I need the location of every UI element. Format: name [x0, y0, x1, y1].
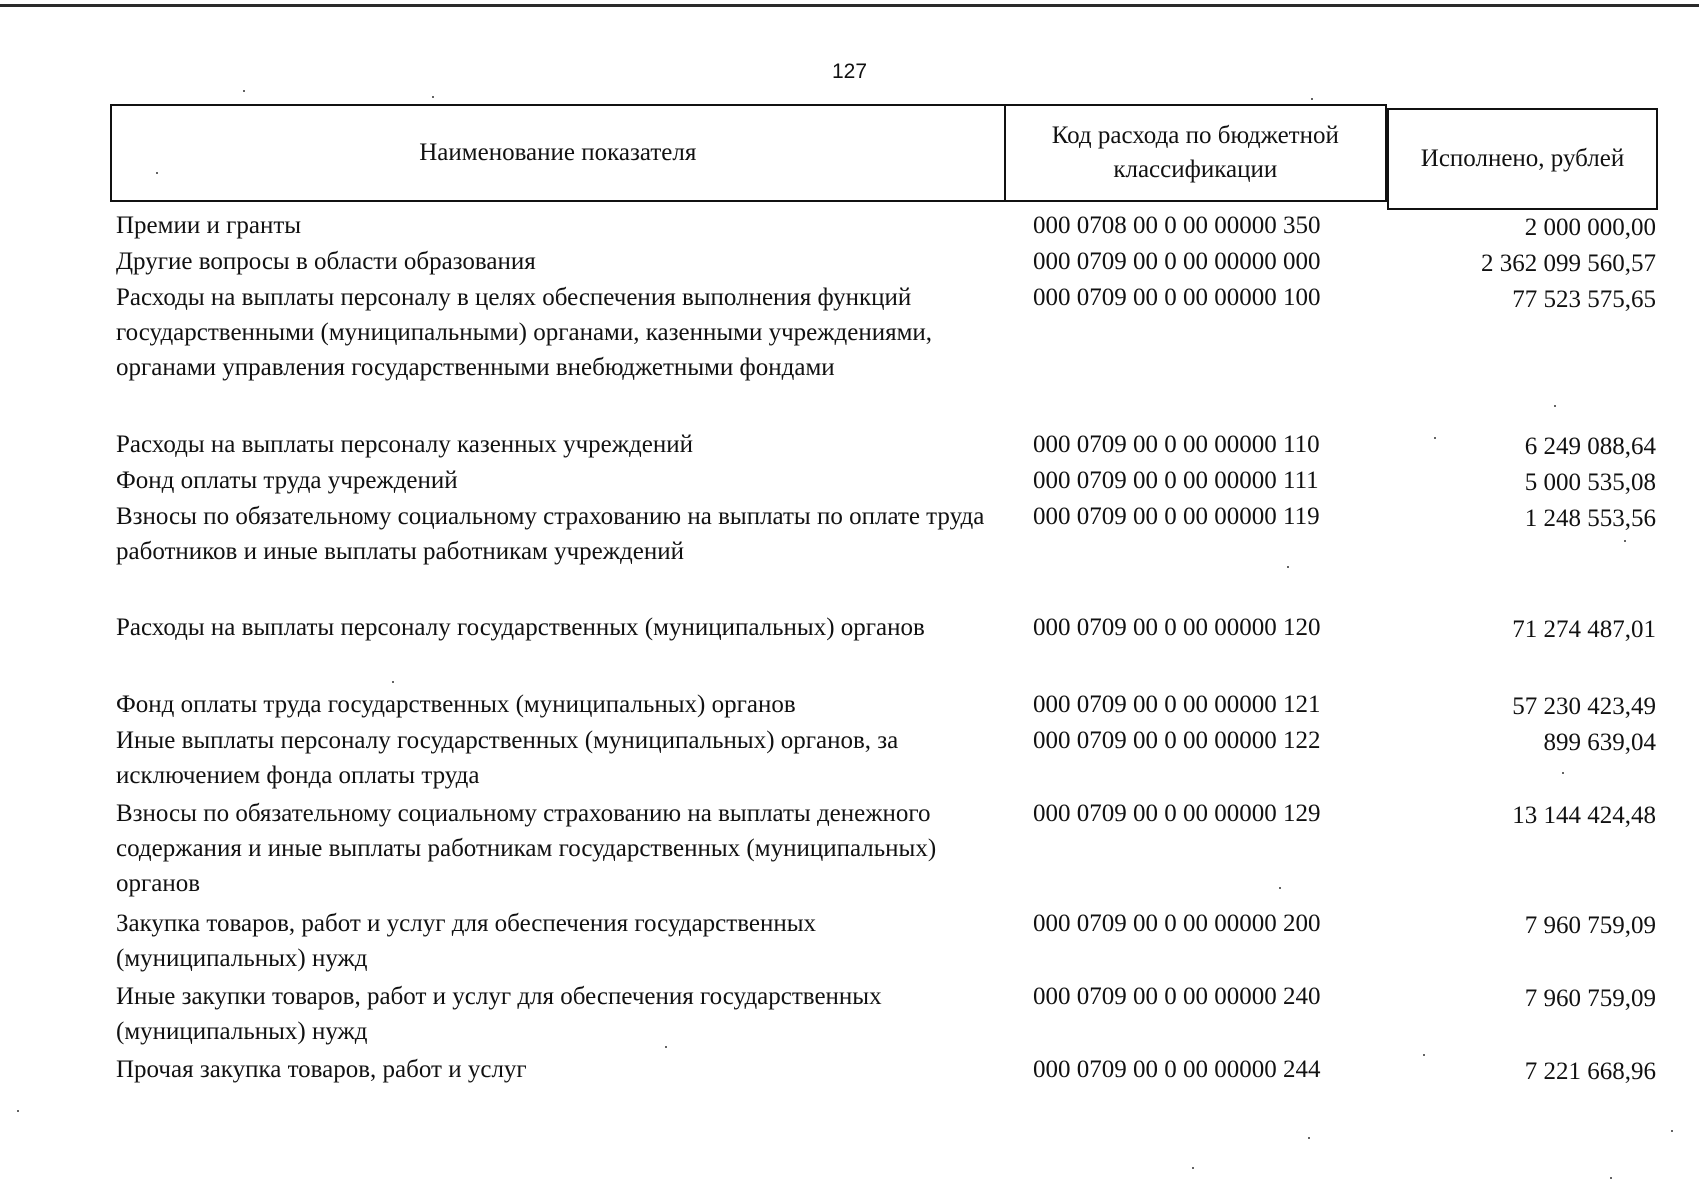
- row-code: 000 0709 00 0 00 00000 000: [1033, 248, 1321, 275]
- scan-edge-line: [0, 4, 1699, 7]
- scan-speck: [1423, 1054, 1425, 1056]
- header-amount: Исполнено, рублей: [1420, 145, 1625, 172]
- row-amount: 7 960 759,09: [1524, 912, 1656, 939]
- scan-speck: [17, 1110, 19, 1112]
- row-code: 000 0709 00 0 00 00000 120: [1033, 614, 1321, 641]
- header-code: Код расхода по бюджетной классификации: [1051, 122, 1339, 183]
- row-code: 000 0709 00 0 00 00000 119: [1033, 503, 1320, 530]
- row-code: 000 0709 00 0 00 00000 129: [1033, 800, 1321, 827]
- row-name: Расходы на выплаты персоналу казенных учреждений: [116, 431, 693, 458]
- table-header-amount: [1387, 108, 1658, 210]
- scan-speck: [665, 1046, 667, 1048]
- row-code: 000 0709 00 0 00 00000 240: [1033, 983, 1321, 1010]
- row-code: 000 0709 00 0 00 00000 110: [1033, 431, 1320, 458]
- row-name: Премии и гранты: [116, 212, 302, 239]
- scan-speck: [243, 90, 245, 92]
- scan-speck: [1610, 1177, 1612, 1179]
- row-name: Фонд оплаты труда государственных (муниципальных) органов: [116, 691, 796, 718]
- row-code: 000 0709 00 0 00 00000 111: [1033, 467, 1319, 494]
- scan-speck: [1624, 540, 1626, 542]
- scan-speck: [1554, 405, 1556, 407]
- table-header: [110, 104, 1387, 202]
- row-amount: 899 639,04: [1543, 729, 1656, 756]
- row-name: Иные выплаты персоналу государственных (муниципальных) органов, за исключением фонда оплаты труда: [116, 727, 899, 789]
- row-amount: 77 523 575,65: [1512, 286, 1656, 313]
- scan-speck: [1434, 437, 1436, 439]
- row-amount: 1 248 553,56: [1524, 505, 1656, 532]
- row-code: 000 0709 00 0 00 00000 122: [1033, 727, 1321, 754]
- row-amount: 6 249 088,64: [1524, 433, 1656, 460]
- scan-speck: [1311, 98, 1313, 100]
- row-amount: 57 230 423,49: [1512, 693, 1656, 720]
- row-name: Взносы по обязательному социальному страхованию на выплаты по оплате труда работников и иные выплаты работникам учреждений: [116, 503, 985, 565]
- row-name: Другие вопросы в области образования: [116, 248, 536, 275]
- row-name: Иные закупки товаров, работ и услуг для обеспечения государственных (муниципальных) нужд: [116, 983, 882, 1045]
- row-amount: 7 221 668,96: [1524, 1058, 1656, 1085]
- row-name: Расходы на выплаты персоналу в целях обеспечения выполнения функций государственными (муниципальными) органами, казенными учреждениями, органами управления государственными внебюджетными фондами: [116, 284, 933, 381]
- row-name: Прочая закупка товаров, работ и услуг: [116, 1056, 527, 1083]
- row-name: Расходы на выплаты персоналу государственных (муниципальных) органов: [116, 614, 925, 641]
- scan-speck: [1671, 1130, 1673, 1132]
- scan-speck: [432, 96, 434, 98]
- scan-speck: [1308, 1137, 1310, 1139]
- row-amount: 13 144 424,48: [1512, 802, 1656, 829]
- row-code: 000 0709 00 0 00 00000 100: [1033, 284, 1321, 311]
- row-amount: 7 960 759,09: [1524, 985, 1656, 1012]
- row-name: Взносы по обязательному социальному страхованию на выплаты денежного содержания и иные выплаты работникам государственных (муниципальных) органов: [116, 800, 937, 897]
- header-name: Наименование показателя: [112, 106, 1006, 200]
- row-code: 000 0709 00 0 00 00000 200: [1033, 910, 1321, 937]
- row-amount: 2 000 000,00: [1524, 214, 1656, 241]
- scan-speck: [156, 172, 158, 174]
- scan-speck: [1562, 772, 1564, 774]
- scan-speck: [392, 681, 394, 683]
- row-name: Закупка товаров, работ и услуг для обеспечения государственных (муниципальных) нужд: [116, 910, 817, 972]
- row-amount: 5 000 535,08: [1524, 469, 1656, 496]
- row-name: Фонд оплаты труда учреждений: [116, 467, 458, 494]
- row-amount: 2 362 099 560,57: [1481, 250, 1656, 277]
- row-code: 000 0708 00 0 00 00000 350: [1033, 212, 1321, 239]
- scan-speck: [1287, 566, 1289, 568]
- page-number: 127: [831, 60, 868, 83]
- scan-speck: [1192, 1167, 1194, 1169]
- scan-speck: [1279, 887, 1281, 889]
- row-amount: 71 274 487,01: [1512, 616, 1656, 643]
- row-code: 000 0709 00 0 00 00000 244: [1033, 1056, 1321, 1083]
- row-code: 000 0709 00 0 00 00000 121: [1033, 691, 1321, 718]
